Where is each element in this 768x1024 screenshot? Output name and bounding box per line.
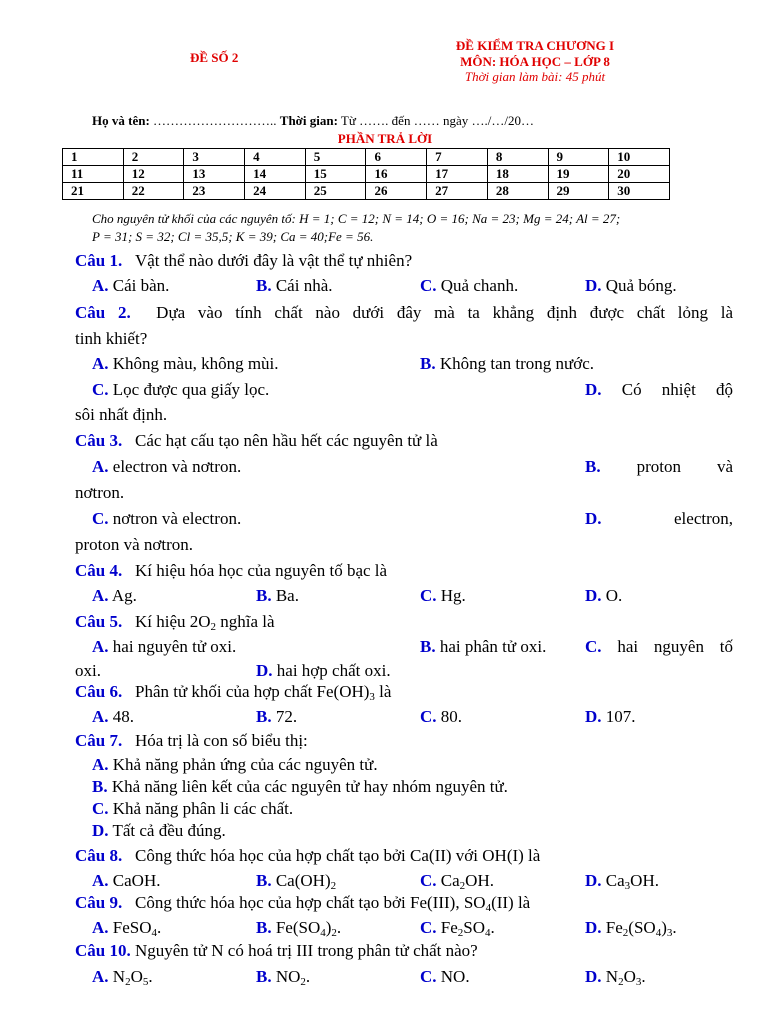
question-10: Câu 10. Nguyên tử N có hoá trị III trong phân tử chất nào? — [75, 941, 478, 960]
q4-option-c: C. Hg. — [420, 586, 466, 605]
name-label: Họ và tên: — [92, 113, 150, 128]
q10-option-a: A. $N_2O_5$. — [92, 967, 153, 988]
answer-cell: 6 — [366, 149, 427, 166]
q4-option-b: B. Ba. — [256, 586, 299, 605]
answer-cell: 30 — [609, 183, 670, 200]
answer-cell: 17 — [427, 166, 488, 183]
q5-option-c-cont: oxi. — [75, 661, 101, 680]
question-1 — [75, 250, 412, 272]
answer-cell: 26 — [366, 183, 427, 200]
answer-cell: 12 — [123, 166, 184, 183]
answer-grid — [62, 148, 670, 200]
atomic-mass-line-1: Cho nguyên tử khối của các nguyên tố: H = 1; C = 12; N = 14; O = 16; Na = 23; Mg = 24; Al = 27; — [92, 211, 621, 226]
q9-option-c: C. $Fe_2SO_4$. — [420, 918, 495, 939]
q4-option-d: D. O. — [585, 586, 623, 605]
q5-option-a: A. hai nguyên tử oxi. — [92, 637, 237, 656]
q7-option-d: D. Tất cả đều đúng. — [92, 821, 226, 840]
student-info-line — [92, 113, 534, 129]
q2-option-c: C. Lọc được qua giấy lọc. — [92, 380, 270, 399]
answer-grid-row — [63, 183, 670, 200]
name-dots: ……………………….. — [149, 113, 277, 128]
question-6: Câu 6. Phân tử khối của hợp chất $Fe(OH)_3$ là — [75, 682, 392, 703]
q8-option-a: A. CaOH. — [92, 871, 161, 890]
q4-option-a: A. Ag. — [92, 586, 137, 605]
answer-cell: 13 — [184, 166, 245, 183]
atomic-mass-note — [92, 210, 742, 246]
q3-option-b-cont: nơtron. — [75, 483, 125, 502]
answer-cell: 27 — [427, 183, 488, 200]
answer-cell: 10 — [609, 149, 670, 166]
q3-option-d: D. electron, — [585, 509, 733, 528]
answer-cell: 1 — [63, 149, 124, 166]
q10-option-d: D. $N_2O_3$. — [585, 967, 646, 988]
answer-cell: 16 — [366, 166, 427, 183]
answer-cell: 4 — [245, 149, 306, 166]
answer-cell: 3 — [184, 149, 245, 166]
exam-duration: Thời gian làm bài: 45 phút — [464, 69, 606, 84]
q6-option-d: D. 107. — [585, 707, 636, 726]
q2-option-d-cont: sôi nhất định. — [75, 405, 168, 424]
q3-option-d-cont: proton và nơtron. — [75, 535, 194, 554]
q3-option-b: B. proton và — [585, 457, 733, 476]
answer-cell: 8 — [487, 149, 548, 166]
exam-subject: MÔN: HÓA HỌC – LỚP 8 — [460, 54, 610, 69]
answer-cell: 9 — [548, 149, 609, 166]
q10-option-c: C. NO. — [420, 967, 470, 986]
question-text: Vật thể nào dưới đây là vật thể tự nhiên? — [134, 251, 413, 270]
q10-option-b: B. $NO_2$. — [256, 967, 311, 988]
q5-option-b: B. hai phân tử oxi. — [420, 637, 547, 656]
answer-cell: 28 — [487, 183, 548, 200]
question-5: Câu 5. Kí hiệu $2O_2$ nghĩa là — [75, 612, 275, 633]
q8-option-b: B. $Ca(OH)_2$ — [256, 871, 337, 892]
q1-option-a: A. Cái bàn. — [92, 276, 170, 295]
q7-option-c: C. Khả năng phân li các chất. — [92, 799, 294, 818]
answer-cell: 18 — [487, 166, 548, 183]
answer-grid-row — [63, 149, 670, 166]
q3-option-a: A. electron và nơtron. — [92, 457, 242, 476]
answer-cell: 15 — [305, 166, 366, 183]
q2-option-a: A. Không màu, không mùi. — [92, 354, 279, 373]
q8-option-c: C. $Ca_2OH$. — [420, 871, 494, 892]
answer-cell: 23 — [184, 183, 245, 200]
answer-cell: 19 — [548, 166, 609, 183]
question-7: Câu 7. Hóa trị là con số biểu thị: — [75, 731, 308, 750]
answer-cell: 24 — [245, 183, 306, 200]
q8-option-d: D. $Ca_3OH$. — [585, 871, 659, 892]
q9-option-b: B. $Fe(SO_4)_2$. — [256, 918, 342, 939]
answer-cell: 29 — [548, 183, 609, 200]
q7-option-b: B. Khả năng liên kết của các nguyên tử hay nhóm nguyên tử. — [92, 777, 508, 796]
question-4: Câu 4. Kí hiệu hóa học của nguyên tố bạc là — [75, 561, 388, 580]
q9-option-a: A. FeSO$_4$. — [92, 918, 162, 939]
answer-cell: 14 — [245, 166, 306, 183]
q2-option-d: D. Có nhiệt độ — [585, 380, 733, 399]
q1-option-d: D. Quả bóng. — [585, 276, 677, 295]
question-9: Câu 9. Công thức hóa học của hợp chất tạo bởi Fe(III), $SO_4(II)$ là — [75, 893, 531, 914]
question-8: Câu 8. Công thức hóa học của hợp chất tạo bởi Ca(II) với OH(I) là — [75, 846, 541, 865]
time-dots: Từ ……. đến …… ngày …./…/20… — [337, 113, 534, 128]
q6-option-c: C. 80. — [420, 707, 463, 726]
exam-title: ĐỀ KIỂM TRA CHƯƠNG I — [455, 38, 615, 53]
answer-grid-row — [63, 166, 670, 183]
q2-option-b: B. Không tan trong nước. — [420, 354, 595, 373]
answer-cell: 25 — [305, 183, 366, 200]
q7-option-a: A. Khả năng phản ứng của các nguyên tử. — [92, 755, 378, 774]
atomic-mass-line-2: P = 31; S = 32; Cl = 35,5; K = 39; Ca = 40;Fe = 56. — [92, 229, 374, 244]
question-3: Câu 3. Các hạt cấu tạo nên hầu hết các nguyên tử là — [75, 431, 438, 450]
question-number: Câu 1. — [75, 251, 123, 270]
q1-option-c: C. Quả chanh. — [420, 276, 519, 295]
answer-cell: 5 — [305, 149, 366, 166]
q6-option-a: A. 48. — [92, 707, 135, 726]
q9-option-d: D. $Fe_2(SO_4)_3$. — [585, 918, 677, 939]
time-label: Thời gian: — [279, 113, 338, 128]
question-2: Câu 2. Dựa vào tính chất nào dưới đây mà ta khẳng định được chất lỏng là — [75, 303, 734, 322]
q6-option-b: B. 72. — [256, 707, 298, 726]
q3-option-c: C. nơtron và electron. — [92, 509, 242, 528]
question-2-cont: tinh khiết? — [75, 329, 148, 348]
answer-cell: 11 — [63, 166, 124, 183]
q5-option-d: D. hai hợp chất oxi. — [256, 661, 391, 680]
answer-cell: 20 — [609, 166, 670, 183]
answer-section-title: PHẦN TRẢ LỜI — [337, 131, 433, 146]
exam-number: ĐỀ SỐ 2 — [190, 50, 239, 65]
q5-option-c: C. hai nguyên tố — [585, 637, 733, 656]
answer-cell: 21 — [63, 183, 124, 200]
answer-cell: 2 — [123, 149, 184, 166]
q1-option-b: B. Cái nhà. — [256, 276, 333, 295]
answer-cell: 22 — [123, 183, 184, 200]
answer-cell: 7 — [427, 149, 488, 166]
